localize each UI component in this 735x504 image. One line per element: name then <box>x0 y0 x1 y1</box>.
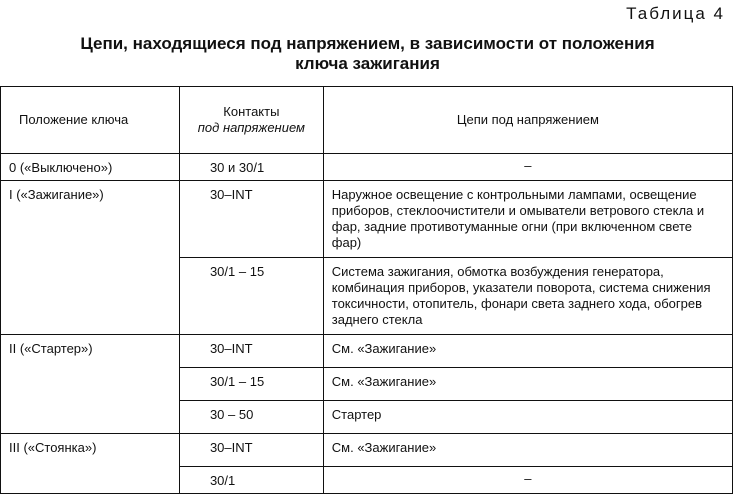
key-position-cell: II («Стартер») <box>1 335 180 434</box>
table-number: Таблица 4 <box>626 4 725 23</box>
circuits-cell: Система зажигания, обмотка возбуждения генератора, комбинация приборов, указатели поворота, система снижения токсичности, отопитель, фонари света заднего хода, обогрев заднего стекла <box>323 258 732 335</box>
header-key-position: Положение ключа <box>1 87 180 154</box>
header-circuits: Цепи под напряжением <box>323 87 732 154</box>
circuits-cell: Наружное освещение с контрольными лампами, освещение приборов, стеклоочистители и омыватели ветрового стекла и фар, задние противотуманные огни (при включенном свете фар) <box>323 181 732 258</box>
title-line-2: ключа зажигания <box>295 54 440 73</box>
title-line-1: Цепи, находящиеся под напряжением, в зависимости от положения <box>80 34 655 53</box>
key-position-cell: III («Стоянка») <box>1 434 180 494</box>
contact-cell: 30–INT <box>179 434 323 467</box>
table-row <box>1 335 733 368</box>
contact-cell: 30/1 <box>179 467 323 494</box>
circuits-table <box>0 86 733 494</box>
circuits-cell: Стартер <box>323 401 732 434</box>
circuits-cell: См. «Зажигание» <box>323 368 732 401</box>
key-position-cell: I («Зажигание») <box>1 181 180 335</box>
circuits-cell: См. «Зажигание» <box>323 335 732 368</box>
contact-cell: 30–INT <box>179 335 323 368</box>
table-row <box>1 434 733 467</box>
header-contacts-line-2: под напряжением <box>197 120 305 135</box>
circuits-cell: – <box>323 467 732 494</box>
table-row <box>1 181 733 258</box>
table-row <box>1 154 733 181</box>
table-title <box>0 34 735 74</box>
header-row <box>1 87 733 154</box>
header-contacts-line-1: Контакты <box>223 104 280 119</box>
contact-cell: 30–INT <box>179 181 323 258</box>
contact-cell: 30/1 – 15 <box>179 368 323 401</box>
header-contacts <box>179 87 323 154</box>
contact-cell: 30 – 50 <box>179 401 323 434</box>
contact-cell: 30/1 – 15 <box>179 258 323 335</box>
key-position-cell: 0 («Выключено») <box>1 154 180 181</box>
contact-cell: 30 и 30/1 <box>179 154 323 181</box>
circuits-cell: – <box>323 154 732 181</box>
circuits-cell: См. «Зажигание» <box>323 434 732 467</box>
